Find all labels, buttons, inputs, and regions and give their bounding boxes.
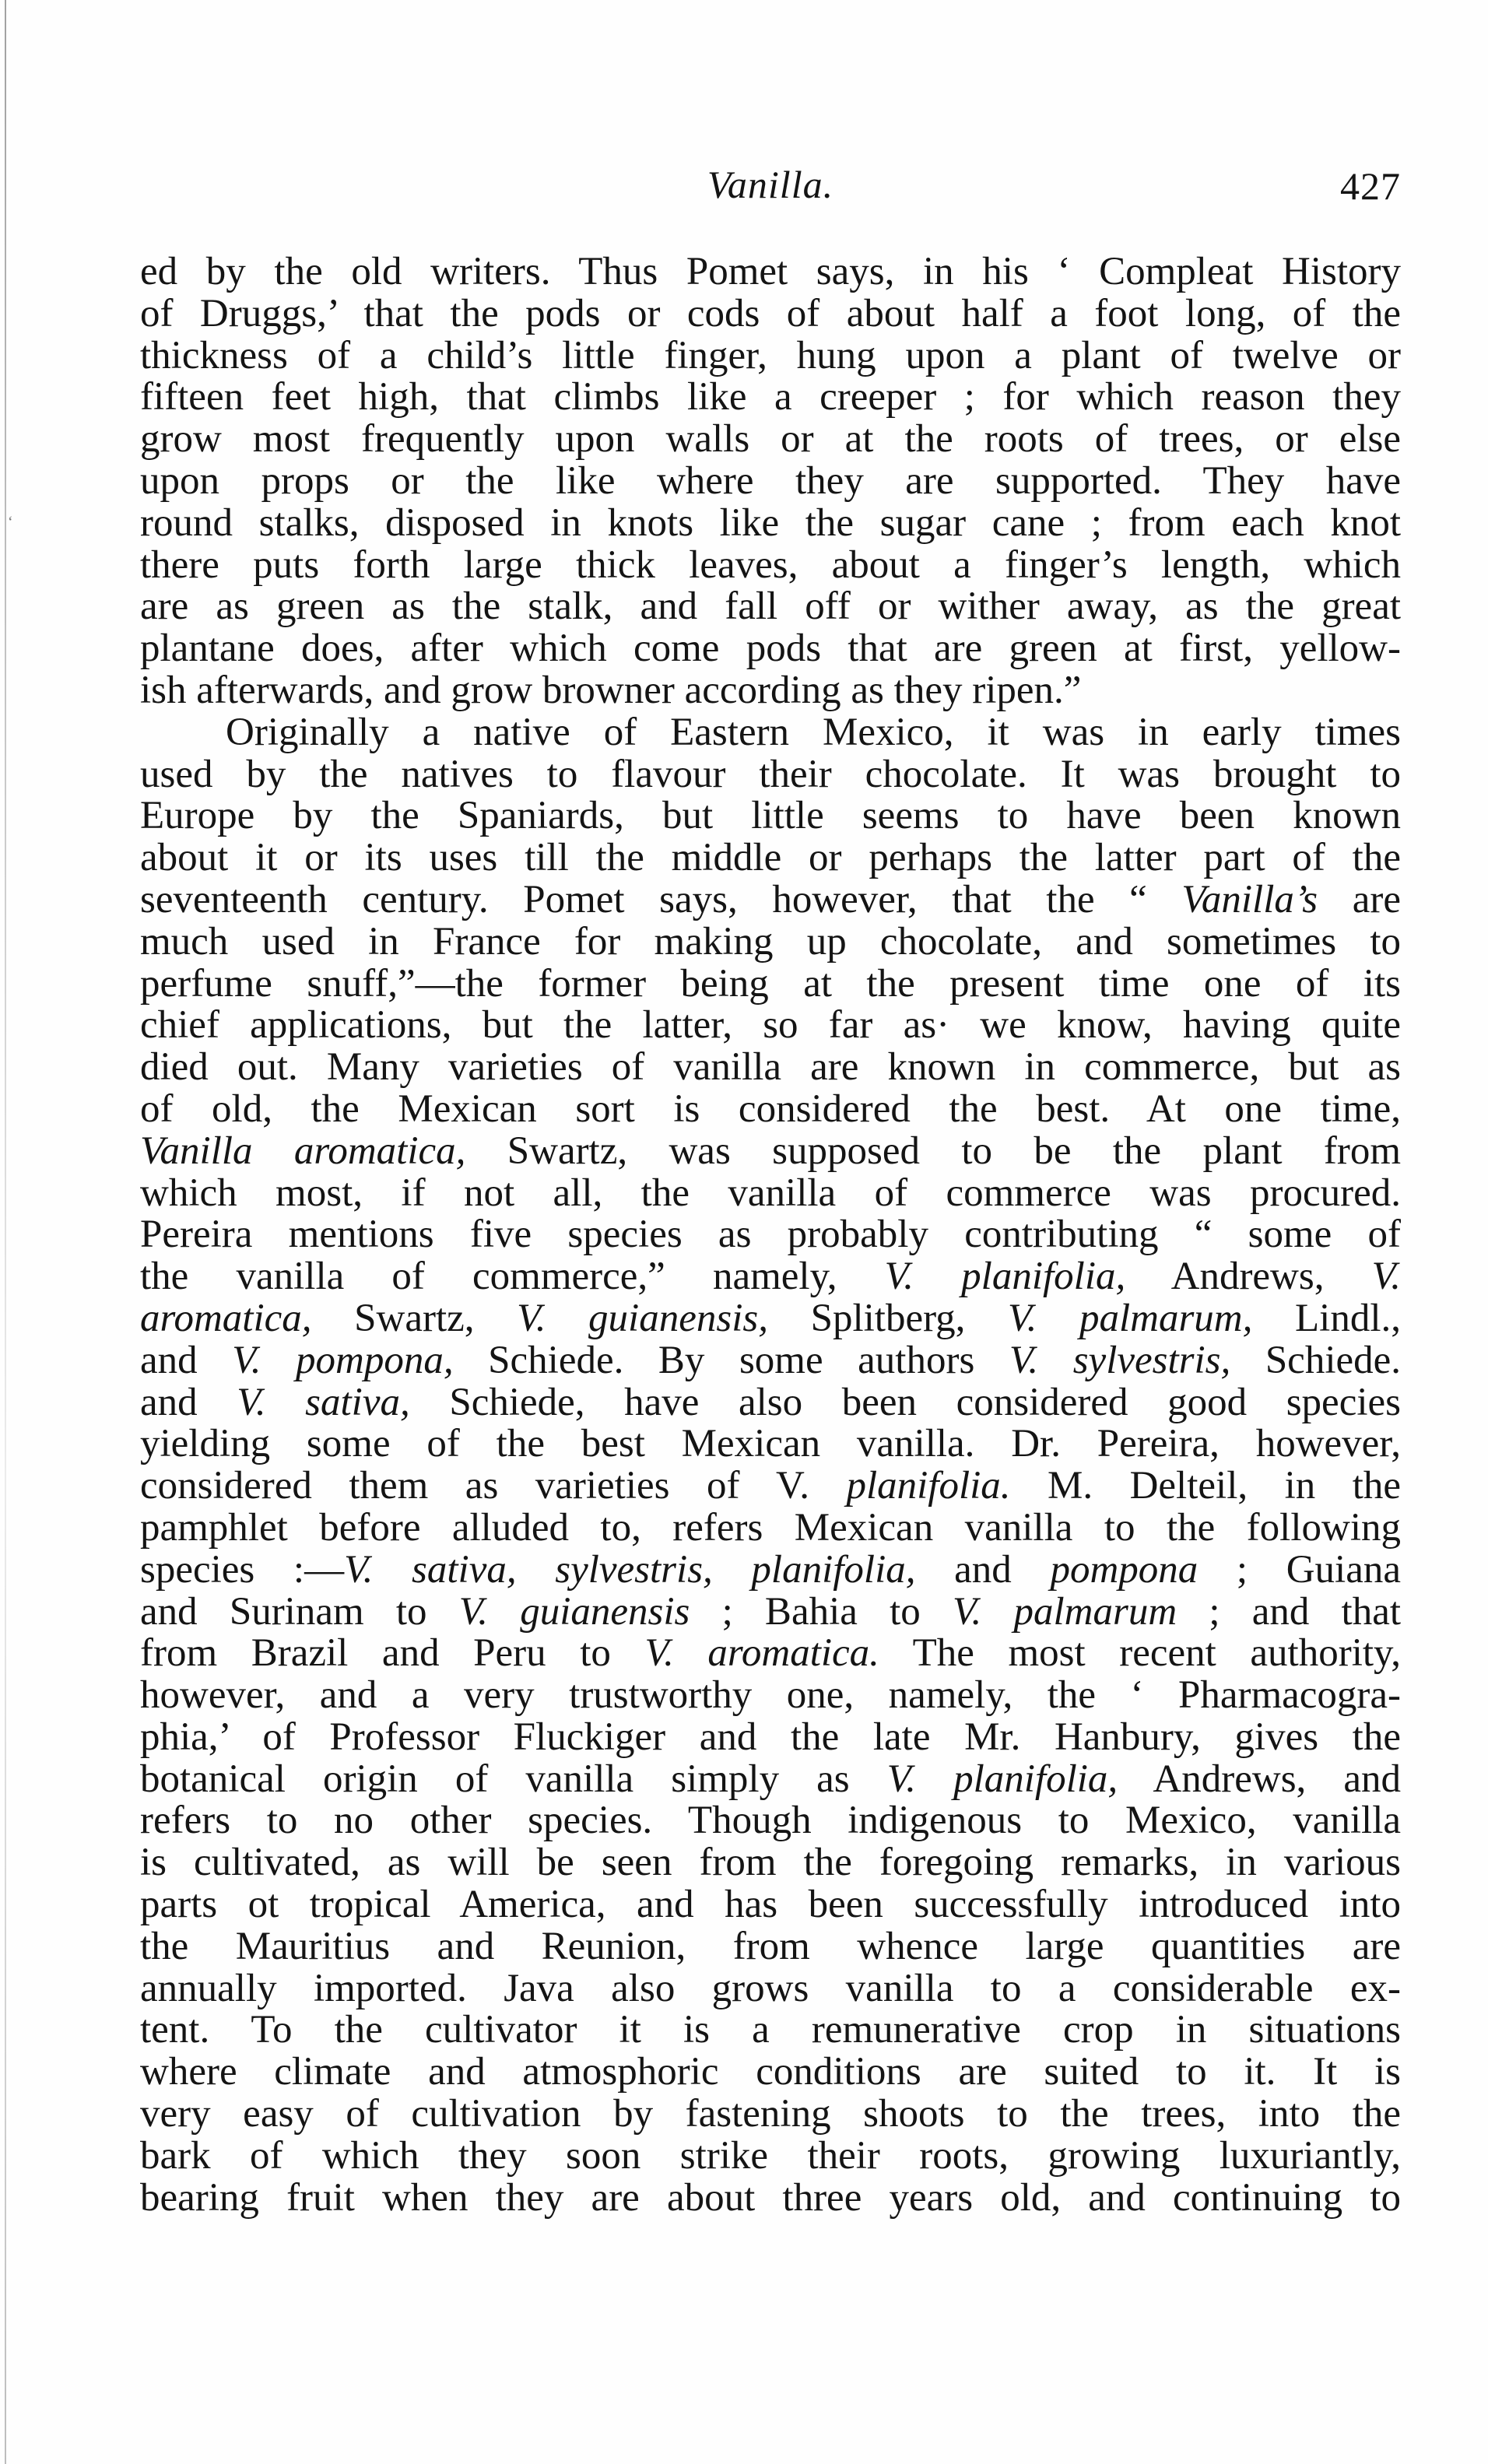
text-run: very easy of cultivation by fastening shoots to the trees, into the <box>140 2092 1401 2136</box>
text-run: parts ot tropical America, and has been successfully introduced into <box>140 1883 1401 1927</box>
text-line <box>140 2094 1401 2136</box>
text-line <box>140 1298 1401 1340</box>
text-line <box>140 879 1401 921</box>
text-run: upon props or the like where they are supported. They have <box>140 458 1401 503</box>
text-line <box>140 712 1401 754</box>
text-run: Originally a native of Eastern Mexico, it was in early times <box>226 710 1401 754</box>
italic-run: V. planifolia, <box>884 1255 1126 1299</box>
text-run: perfume snuff,”—the former being at the present time one of its <box>140 961 1401 1006</box>
text-run: Lindl., <box>1252 1296 1401 1340</box>
text-run: M. Delteil, in the <box>1010 1464 1402 1508</box>
text-line <box>140 795 1401 837</box>
text-run: and <box>140 1338 233 1382</box>
text-run: Swartz, was supposed to be the plant from <box>465 1128 1401 1173</box>
text-run: Schiede. <box>1230 1338 1402 1382</box>
text-run: which most, if not all, the vanilla of commerce was procured. <box>140 1171 1401 1215</box>
text-line <box>140 458 1401 503</box>
text-run: and <box>140 1380 237 1424</box>
page-number: 427 <box>1340 164 1401 208</box>
text-run: about it or its uses till the middle or perhaps the latter part of the <box>140 836 1401 880</box>
text-run: the Mauritius and Reunion, from whence large quantities are <box>140 1924 1401 1968</box>
text-run: ; Guiana <box>1198 1547 1401 1592</box>
text-run: pamphlet before alluded to, refers Mexican vanilla to the following <box>140 1505 1401 1550</box>
text-run: yielding some of the best Mexican vanilla. Dr. Pereira, however, <box>140 1422 1401 1466</box>
text-line <box>140 1340 1401 1382</box>
text-line <box>140 1675 1401 1717</box>
text-line <box>140 628 1401 670</box>
text-line <box>140 251 1401 293</box>
text-run: fifteen feet high, that climbs like a creeper ; for which reason they <box>140 375 1401 419</box>
text-line <box>140 754 1401 796</box>
text-run: bearing fruit when they are about three years old, and continuing to <box>140 2175 1401 2220</box>
text-run: ish afterwards, and grow browner according as they ripen.” <box>140 668 1082 712</box>
text-line <box>140 1633 1401 1675</box>
margin-mark: ‘ <box>8 514 13 531</box>
italic-run: V. guianensis <box>458 1589 690 1634</box>
text-line <box>140 1842 1401 1884</box>
page-edge <box>5 0 6 2464</box>
text-line <box>140 1128 1401 1173</box>
text-run: are as green as the stalk, and fall off or wither away, as the great <box>140 584 1401 629</box>
text-run: are <box>1318 877 1401 921</box>
text-line <box>140 377 1401 419</box>
text-run: chief applications, but the latter, so far as· we know, having quite <box>140 1003 1401 1048</box>
text-run: and <box>915 1547 1051 1592</box>
text-run: Europe by the Spaniards, but little seems to have been known <box>140 794 1401 838</box>
text-line <box>140 1005 1401 1047</box>
text-line <box>140 1884 1401 1926</box>
body-text <box>140 251 1401 2219</box>
text-line <box>140 1465 1401 1508</box>
text-line <box>140 1926 1401 1968</box>
text-run: plantane does, after which come pods that are green at first, yellow- <box>140 627 1401 671</box>
text-run: The most recent authority, <box>879 1631 1401 1676</box>
text-line <box>140 1047 1401 1089</box>
italic-run: pompona <box>1050 1547 1198 1592</box>
text-run: bark of which they soon strike their roots, growing luxuriantly, <box>140 2133 1401 2178</box>
text-line <box>140 1173 1401 1215</box>
italic-run: V. sativa, sylvestris, planifolia, <box>344 1547 916 1592</box>
text-run: ; and that <box>1177 1589 1401 1634</box>
italic-run: V. <box>1371 1255 1401 1299</box>
italic-run: Vanilla’s <box>1181 877 1318 921</box>
text-run: tent. To the cultivator it is a remunerative crop in situations <box>140 2008 1401 2052</box>
text-line <box>140 1214 1401 1256</box>
text-line <box>140 1800 1401 1842</box>
italic-run: aromatica, <box>140 1296 312 1340</box>
text-run: the vanilla of commerce,” namely, <box>140 1255 885 1299</box>
text-run: Andrews, and <box>1118 1757 1401 1801</box>
text-run: is cultivated, as will be seen from the foregoing remarks, in various <box>140 1841 1401 1885</box>
text-run: where climate and atmosphoric conditions are suited to it. It is <box>140 2050 1401 2094</box>
text-run: refers to no other species. Though indigenous to Mexico, vanilla <box>140 1799 1401 1843</box>
text-run: there puts forth large thick leaves, about a finger’s length, which <box>140 542 1401 587</box>
text-line <box>140 670 1401 712</box>
text-line <box>140 1589 1401 1634</box>
text-run: much used in France for making up chocolate, and sometimes to <box>140 919 1401 963</box>
text-line <box>140 2133 1401 2178</box>
text-run: of Druggs,’ that the pods or cods of about half a foot long, of the <box>140 291 1401 335</box>
text-line <box>140 1717 1401 1759</box>
text-line <box>140 1256 1401 1298</box>
text-line <box>140 2009 1401 2052</box>
text-run: seventeenth century. Pomet says, however, that the “ <box>140 877 1182 921</box>
text-run: thickness of a child’s little finger, hung upon a plant of twelve or <box>140 333 1401 377</box>
text-run: Splitberg, <box>767 1296 1009 1340</box>
text-run: from Brazil and Peru to <box>140 1631 645 1676</box>
italic-run: V. aromatica. <box>644 1631 879 1676</box>
text-line <box>140 1968 1401 2010</box>
text-line <box>140 1423 1401 1465</box>
text-line <box>140 335 1401 377</box>
text-run: died out. Many varieties of vanilla are known in commerce, but as <box>140 1045 1401 1090</box>
text-run: of old, the Mexican sort is considered the best. At one time, <box>140 1086 1401 1131</box>
text-run: botanical origin of vanilla simply as <box>140 1757 887 1801</box>
text-line <box>140 837 1401 879</box>
text-line <box>140 419 1401 461</box>
text-run: Swartz, <box>311 1296 518 1340</box>
text-line <box>140 1547 1401 1592</box>
italic-run: V. palmarum <box>952 1589 1177 1634</box>
text-line <box>140 963 1401 1006</box>
text-run: species :— <box>140 1547 345 1592</box>
running-title: Vanilla. <box>707 163 834 206</box>
text-run: Schiede. By some authors <box>453 1338 1009 1382</box>
text-line <box>140 1759 1401 1801</box>
italic-run: Vanilla aromatica, <box>140 1128 466 1173</box>
text-run: and Surinam to <box>140 1589 459 1634</box>
text-line <box>140 1086 1401 1131</box>
text-run: Andrews, <box>1125 1255 1372 1299</box>
italic-run: V. sylvestris, <box>1009 1338 1231 1382</box>
text-line <box>140 500 1401 545</box>
text-run: considered them as varieties of V. <box>140 1464 847 1508</box>
text-line <box>140 2052 1401 2094</box>
running-head <box>140 162 1401 209</box>
text-run: Pereira mentions five species as probably contributing “ some of <box>140 1213 1401 1257</box>
text-run: grow most frequently upon walls or at the roots of trees, or else <box>140 417 1401 462</box>
text-run: phia,’ of Professor Fluckiger and the late Mr. Hanbury, gives the <box>140 1715 1401 1759</box>
text-run: however, and a very trustworthy one, namely, the ‘ Pharmacogra- <box>140 1673 1401 1718</box>
italic-run: V. sativa, <box>237 1380 410 1424</box>
italic-run: V. guianensis, <box>517 1296 768 1340</box>
text-line <box>140 921 1401 963</box>
text-line <box>140 1505 1401 1550</box>
italic-run: V. planifolia, <box>886 1757 1118 1801</box>
text-line <box>140 2175 1401 2220</box>
text-line <box>140 542 1401 587</box>
text-run: round stalks, disposed in knots like the sugar cane ; from each knot <box>140 500 1401 545</box>
text-run: Schiede, have also been considered good species <box>409 1380 1401 1424</box>
text-run: used by the natives to flavour their chocolate. It was brought to <box>140 752 1401 796</box>
text-line <box>140 293 1401 335</box>
italic-run: V. palmarum, <box>1008 1296 1253 1340</box>
text-run: annually imported. Java also grows vanilla to a considerable ex- <box>140 1966 1401 2010</box>
italic-run: V. pompona, <box>232 1338 454 1382</box>
text-run: ; Bahia to <box>690 1589 953 1634</box>
italic-run: planifolia. <box>846 1464 1011 1508</box>
text-line <box>140 1382 1401 1424</box>
text-run: ed by the old writers. Thus Pomet says, in his ‘ Compleat History <box>140 250 1401 293</box>
text-line <box>140 586 1401 628</box>
